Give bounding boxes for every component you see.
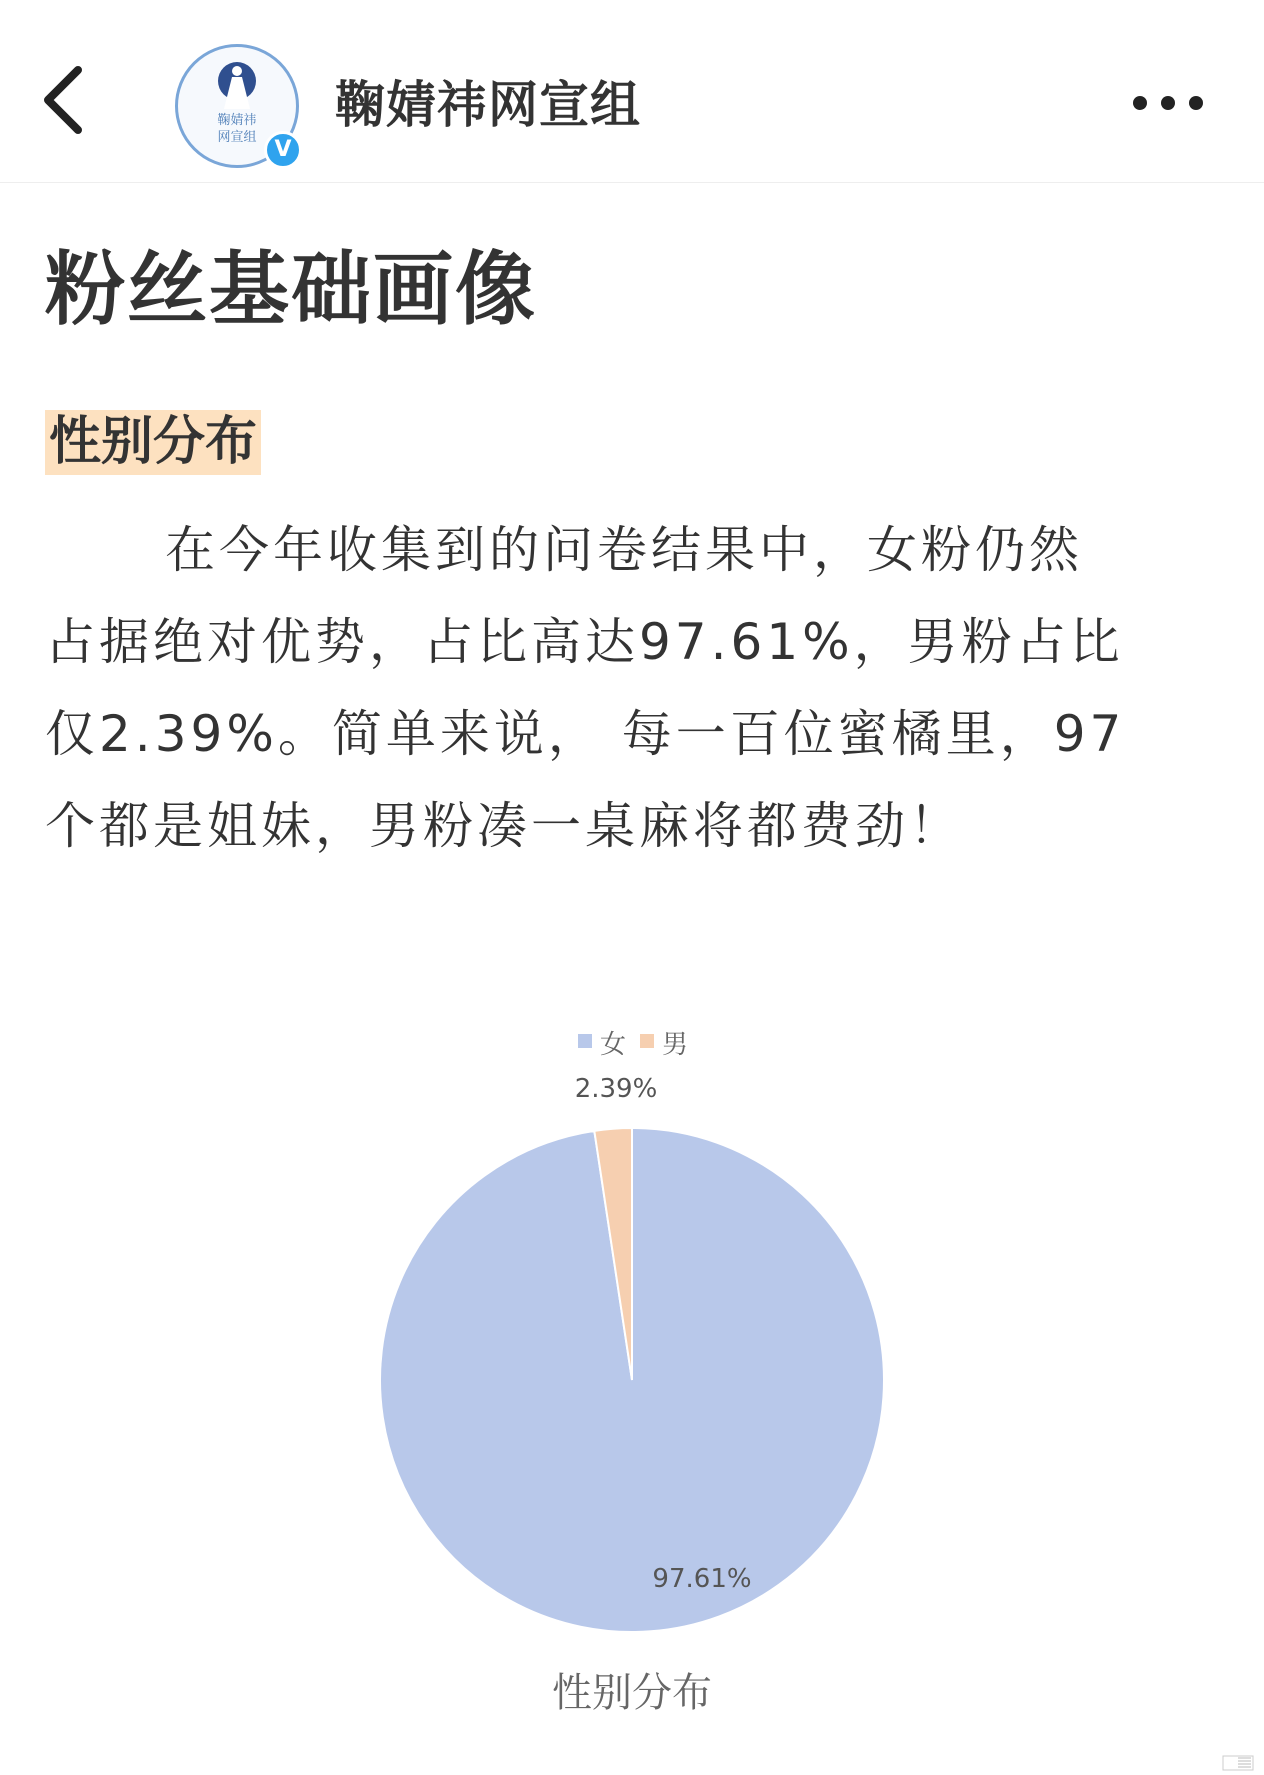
fold-icon xyxy=(1222,1755,1254,1771)
verified-badge-icon: V xyxy=(264,131,302,169)
legend-swatch-2 xyxy=(640,1034,654,1048)
pie-data-label-1: 97.61% xyxy=(652,1564,752,1594)
more-button[interactable] xyxy=(1125,88,1211,118)
avatar-text-line2: 网宣组 xyxy=(217,130,257,145)
back-button[interactable] xyxy=(40,62,104,150)
gender-pie-chart xyxy=(0,1000,1264,1740)
avatar[interactable] xyxy=(175,44,299,168)
ellipsis-dot xyxy=(1161,96,1175,110)
paragraph-line: 仅2.39%。简单来说， 每一百位蜜橘里，97 xyxy=(45,705,1126,763)
chart-caption: 性别分布 xyxy=(552,1670,712,1716)
chevron-left-icon xyxy=(40,62,104,150)
article-title: 粉丝基础画像 xyxy=(45,243,537,336)
ellipsis-dot xyxy=(1133,96,1147,110)
top-bar xyxy=(0,0,1264,183)
legend-label-2: 男 xyxy=(662,1030,689,1060)
avatar-text-line1: 鞠婧祎 xyxy=(217,113,257,128)
legend-label-1: 女 xyxy=(600,1030,627,1060)
pie-data-label-2: 2.39% xyxy=(574,1074,658,1104)
account-name[interactable]: 鞠婧祎网宣组 xyxy=(335,76,641,134)
legend-swatch-1 xyxy=(578,1034,592,1048)
paragraph-line: 占据绝对优势，占比高达97.61%，男粉占比 xyxy=(45,613,1124,671)
ellipsis-dot xyxy=(1189,96,1203,110)
section-title: 性别分布 xyxy=(45,410,261,475)
dress-figure-icon xyxy=(214,61,260,113)
paragraph-line: 个都是姐妹，男粉凑一桌麻将都费劲！ xyxy=(45,797,963,855)
paragraph-line: 在今年收集到的问卷结果中，女粉仍然 xyxy=(165,521,1083,579)
